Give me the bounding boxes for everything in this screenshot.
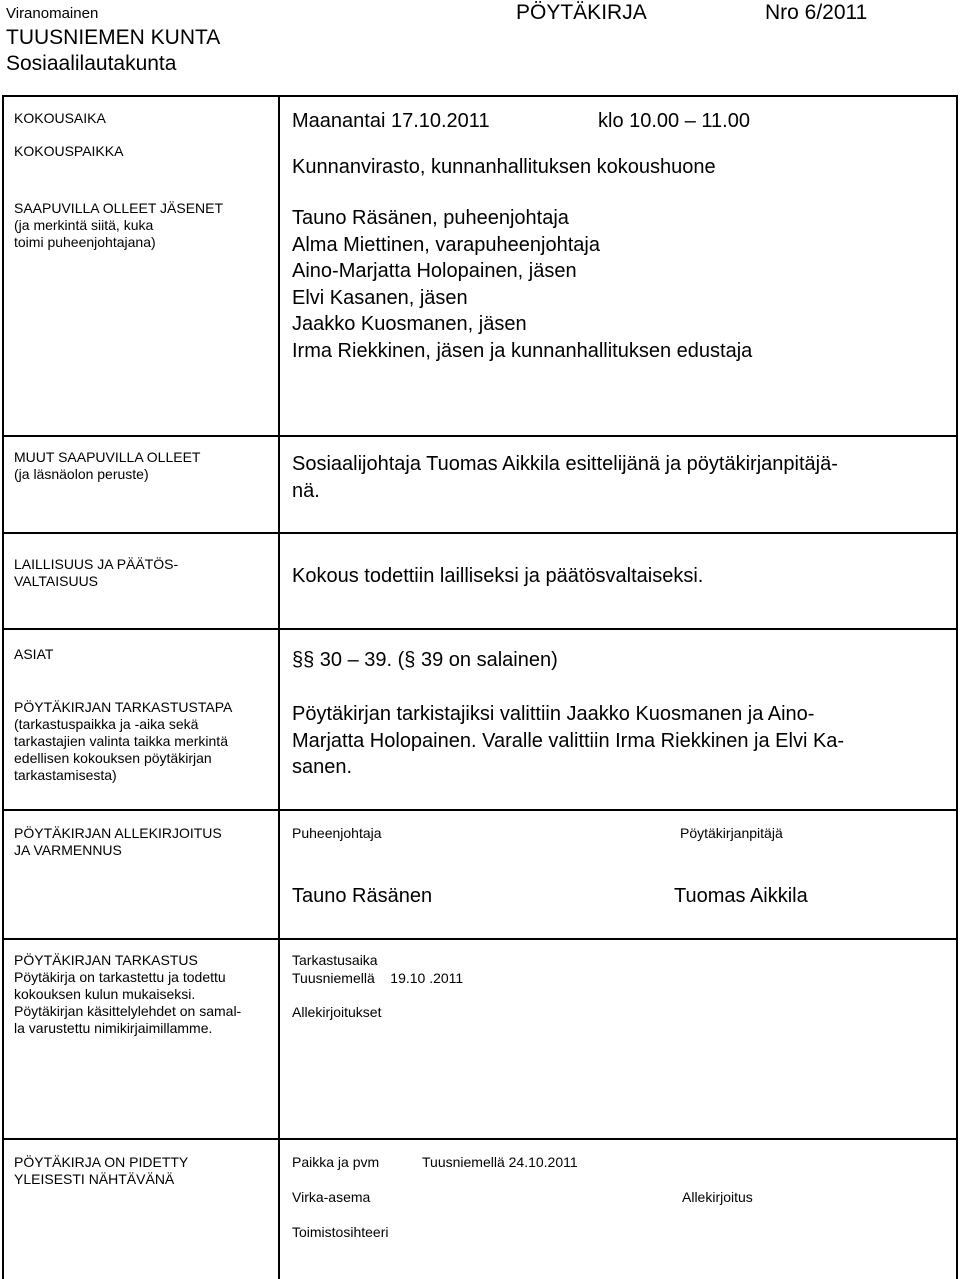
row-divider [2,938,958,940]
inspection-time-label: Tarkastusaika [292,952,378,968]
inspection-signatures-label: Allekirjoitukset [292,1004,382,1020]
document-number: Nro 6/2011 [765,1,868,24]
list-item: Elvi Kasanen, jäsen [292,286,468,309]
list-item: Tauno Räsänen, puheenjohtaja [292,207,569,229]
column-divider [278,95,280,1279]
display-signature-label: Allekirjoitus [682,1189,753,1205]
row-divider [2,628,958,630]
display-office-label: Virka-asema [292,1189,371,1205]
chair-role: Puheenjohtaja [292,825,382,841]
table-top-border [2,95,958,97]
meeting-date: Maanantai 17.10.2011 [292,110,490,132]
secretary-name: Tuomas Aikkila [674,885,808,907]
authority-label: Viranomainen [6,5,99,22]
row-divider [2,1138,958,1140]
matters-label: ASIAT [14,646,54,662]
check-method-value: Pöytäkirjan tarkistajiksi valittiin Jaakko Kuosmanen ja Aino- Marjatta Holopainen. Varalle valittiin Irma Riekkinen ja Elvi Ka- sanen. [292,703,845,778]
signatures-label: PÖYTÄKIRJAN ALLEKIRJOITUS JA VARMENNUS [14,825,222,858]
members-label: SAAPUVILLA OLLEET JÄSENET (ja merkintä siitä, kuka toimi puheenjohtajana) [14,200,224,250]
document-type: PÖYTÄKIRJA [516,1,647,24]
check-method-label: PÖYTÄKIRJAN TARKASTUSTAPA (tarkastuspaikka ja -aika sekä tarkastajien valinta taikka merkintä edellisen kokouksen pöytäkirjan tarkastamisesta) [14,699,233,783]
row-divider [2,435,958,437]
table-right-border [956,95,958,1279]
display-place-value: Tuusniemellä 24.10.2011 [422,1154,578,1170]
list-item: Jaakko Kuosmanen, jäsen [292,313,527,335]
others-value: Sosiaalijohtaja Tuomas Aikkila esittelijänä ja pöytäkirjanpitäjä- nä. [292,453,838,502]
inspection-place-date: Tuusniemellä 19.10 .2011 [292,970,464,986]
inspection-label: PÖYTÄKIRJAN TARKASTUS Pöytäkirja on tarkastettu ja todettu kokouksen kulun mukaiseksi. Pöytäkirjan käsittelylehdet on samal- la varustettu nimikirjaimillamme. [14,952,242,1036]
municipality-name: TUUSNIEMEN KUNTA [6,26,221,49]
matters-value: §§ 30 – 39. (§ 39 on salainen) [292,649,558,671]
list-item: Aino-Marjatta Holopainen, jäsen [292,260,577,282]
members-list [292,205,752,364]
meeting-hours: klo 10.00 – 11.00 [598,110,750,132]
board-name: Sosiaalilautakunta [6,52,177,75]
row-divider [2,532,958,534]
display-label: PÖYTÄKIRJA ON PIDETTY YLEISESTI NÄHTÄVÄNÄ [14,1154,189,1187]
display-place-label: Paikka ja pvm [292,1154,380,1170]
legality-label: LAILLISUUS JA PÄÄTÖS- VALTAISUUS [14,556,179,589]
list-item: Irma Riekkinen, jäsen ja kunnanhallituksen edustaja [292,339,753,362]
legality-value: Kokous todettiin lailliseksi ja päätösvaltaiseksi. [292,565,704,587]
display-office-value: Toimistosihteeri [292,1224,389,1240]
list-item: Alma Miettinen, varapuheenjohtaja [292,233,600,256]
meeting-place: Kunnanvirasto, kunnanhallituksen kokoushuone [292,156,716,178]
meeting-place-label: KOKOUSPAIKKA [14,143,124,159]
secretary-role: Pöytäkirjanpitäjä [680,825,783,841]
row-divider [2,809,958,811]
meeting-time-label: KOKOUSAIKA [14,110,106,126]
others-label: MUUT SAAPUVILLA OLLEET (ja läsnäolon peruste) [14,449,201,482]
chair-name: Tauno Räsänen [292,885,433,907]
table-left-border [2,95,4,1279]
